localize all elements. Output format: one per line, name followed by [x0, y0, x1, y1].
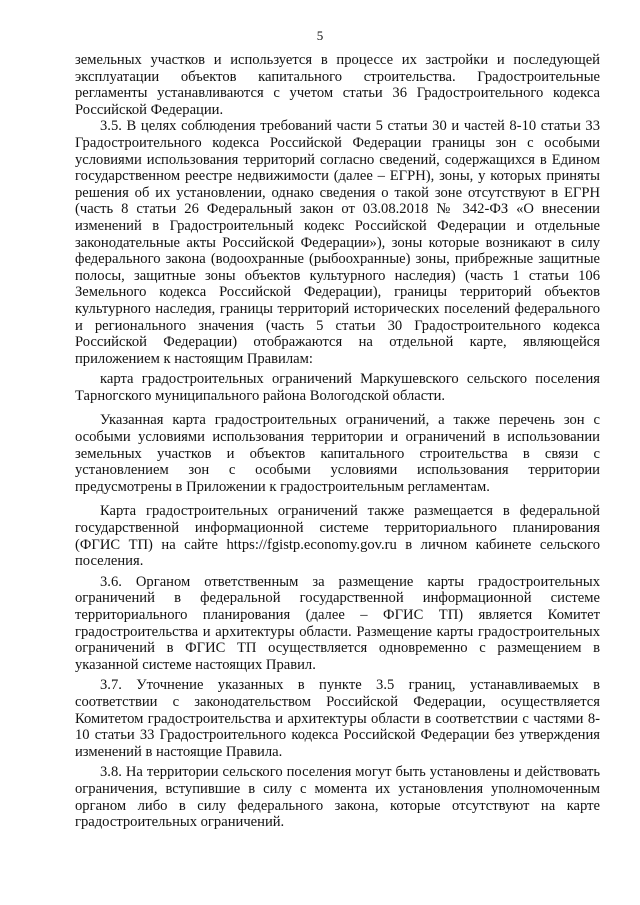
- paragraph-3-7: 3.7. Уточнение указанных в пункте 3.5 границ, устанавливаемых в соответствии с законодательством Российской Федерации, осуществляется Комитетом градостроительства и архитектуры области в соответствии с частями 8-10 статьи 33 Градостроительного кодекса Российской Федерации без утверждения изменений в настоящие Правила.: [75, 677, 600, 760]
- paragraph-map-title: карта градостроительных ограничений Маркушевского сельского поселения Тарногского муниципального района Вологодской области.: [75, 371, 600, 404]
- document-body: [75, 52, 600, 831]
- paragraph-3-8: 3.8. На территории сельского поселения могут быть установлены и действовать ограничения, вступившие в силу с момента их установления уполномоченным органом либо в силу федерального закона, которые отсутствуют на карте градостроительных ограничений.: [75, 764, 600, 831]
- paragraph-map-note: Указанная карта градостроительных ограничений, а также перечень зон с особыми условиями использования территории и ограничений в использовании земельных участков и объектов капитального строительства в связи с установлением зон с особыми условиями использования территории предусмотрены в Приложении к градостроительным регламентам.: [75, 412, 600, 495]
- paragraph-3-6: 3.6. Органом ответственным за размещение карты градостроительных ограничений в федеральной государственной информационной системе территориального планирования (далее – ФГИС ТП) является Комитет градостроительства и архитектуры области. Размещение карты градостроительных ограничений в ФГИС ТП осуществляется одновременно с размещением в указанной системе настоящих Правил.: [75, 573, 600, 673]
- paragraph-continuation: земельных участков и используется в процессе их застройки и последующей эксплуатации объектов капитального строительства. Градостроительные регламенты устанавливаются с учетом статьи 36 Градостроительного кодекса Российской Федерации.: [75, 52, 600, 118]
- paragraph-fgis: Карта градостроительных ограничений также размещается в федеральной государственной информационной системе территориального планирования (ФГИС ТП) на сайте https://fgistp.economy.gov.ru в личном кабинете сельского поселения.: [75, 503, 600, 570]
- paragraph-3-5: 3.5. В целях соблюдения требований части 5 статьи 30 и частей 8-10 статьи 33 Градостроительного кодекса Российской Федерации границы зон с особыми условиями использования территорий согласно сведений, содержащихся в Едином государственном реестре недвижимости (далее – ЕГРН), зоны, у которых приняты решения об их установлении, однако сведения о такой зоне отсутствуют в ЕГРН (часть 8 статьи 26 Федеральный закон от 03.08.2018 № 342-ФЗ «О внесении изменений в Градостроительный кодекс Российской Федерации и отдельные законодательные акты Российской Федерации»), зоны которые возникают в силу федерального закона (водоохранные (рыбоохранные) зоны, прибрежные защитные полосы, защитные зоны объектов культурного наследия) (часть 1 статьи 106 Земельного кодекса Российской Федерации), границы территорий объектов культурного наследия, границы территорий исторических поселений федерального и регионального значения (часть 5 статьи 30 Градостроительного кодекса Российской Федерации) отображаются на отдельной карте, являющейся приложением к настоящим Правилам:: [75, 118, 600, 367]
- page-number: 5: [316, 28, 324, 43]
